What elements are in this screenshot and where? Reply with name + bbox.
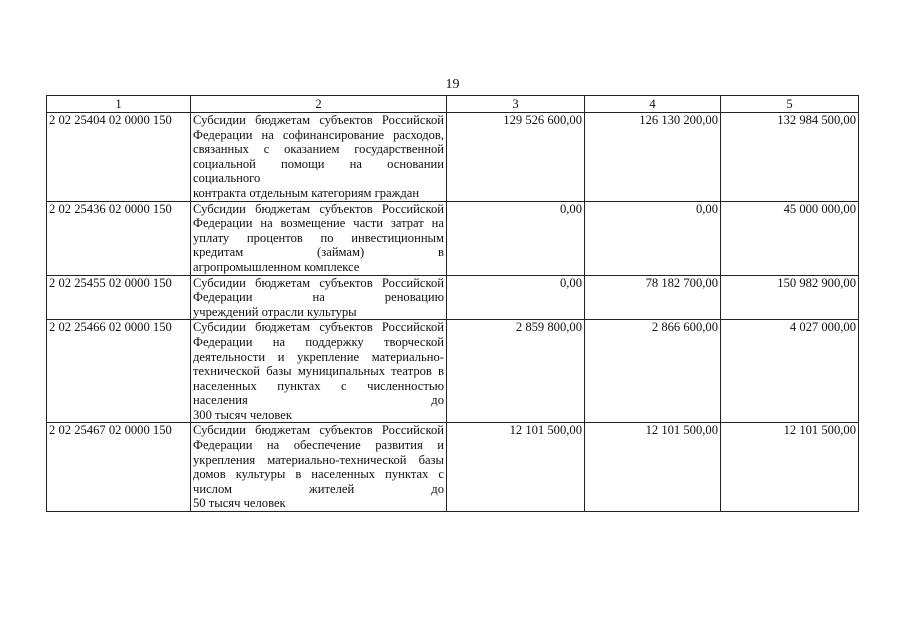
- amount-col-4: 12 101 500,00: [585, 423, 721, 512]
- row-description: [191, 201, 447, 275]
- budget-table: [46, 95, 859, 512]
- description-last-line: 300 тысяч человек: [193, 407, 292, 422]
- column-header-3: 3: [447, 96, 585, 113]
- description-last-line: 50 тысяч человек: [193, 496, 286, 511]
- table-row: [47, 113, 859, 202]
- amount-col-5: 45 000 000,00: [721, 201, 859, 275]
- table-row: [47, 275, 859, 320]
- amount-col-5: 150 982 900,00: [721, 275, 859, 320]
- amount-col-3: 0,00: [447, 201, 585, 275]
- budget-code: 2 02 25436 02 0000 150: [47, 201, 191, 275]
- description-last-line: агропромышленном комплексе: [193, 259, 360, 274]
- table-row: [47, 320, 859, 423]
- description-last-line: контракта отдельным категориям граждан: [193, 185, 420, 200]
- column-header-1: 1: [47, 96, 191, 113]
- budget-code: 2 02 25404 02 0000 150: [47, 113, 191, 202]
- description-last-line: учреждений отрасли культуры: [193, 304, 357, 319]
- column-header-4: 4: [585, 96, 721, 113]
- description-text: Субсидии бюджетам субъектов Российской Федерации на софинансирование расходов, связанных с оказанием государственной социальной помощи на основании социального: [193, 113, 444, 186]
- table-row: [47, 201, 859, 275]
- amount-col-5: 12 101 500,00: [721, 423, 859, 512]
- amount-col-5: 4 027 000,00: [721, 320, 859, 423]
- amount-col-3: 129 526 600,00: [447, 113, 585, 202]
- amount-col-4: 78 182 700,00: [585, 275, 721, 320]
- amount-col-5: 132 984 500,00: [721, 113, 859, 202]
- budget-code: 2 02 25467 02 0000 150: [47, 423, 191, 512]
- row-description: [191, 275, 447, 320]
- description-text: Субсидии бюджетам субъектов Российской Федерации на поддержку творческой деятельности и укрепление материально-технической базы муниципальных театров в населенных пунктах с численностью населения до: [193, 320, 444, 408]
- description-text: Субсидии бюджетам субъектов Российской Федерации на возмещение части затрат на уплату процентов по инвестиционным кредитам (займам) в: [193, 201, 444, 260]
- row-description: [191, 423, 447, 512]
- description-text: Субсидии бюджетам субъектов Российской Федерации на обеспечение развития и укрепления материально-технической базы домов культуры в населенных пунктах с числом жителей до: [193, 423, 444, 496]
- table-row: [47, 423, 859, 512]
- page-number: 19: [445, 77, 460, 92]
- row-description: [191, 113, 447, 202]
- amount-col-4: 2 866 600,00: [585, 320, 721, 423]
- table-header-row: [47, 96, 859, 113]
- amount-col-4: 0,00: [585, 201, 721, 275]
- column-header-5: 5: [721, 96, 859, 113]
- budget-code: 2 02 25455 02 0000 150: [47, 275, 191, 320]
- amount-col-3: 0,00: [447, 275, 585, 320]
- amount-col-4: 126 130 200,00: [585, 113, 721, 202]
- budget-code: 2 02 25466 02 0000 150: [47, 320, 191, 423]
- column-header-2: 2: [191, 96, 447, 113]
- row-description: [191, 320, 447, 423]
- amount-col-3: 12 101 500,00: [447, 423, 585, 512]
- amount-col-3: 2 859 800,00: [447, 320, 585, 423]
- description-text: Субсидии бюджетам субъектов Российской Федерации на реновацию: [193, 275, 444, 305]
